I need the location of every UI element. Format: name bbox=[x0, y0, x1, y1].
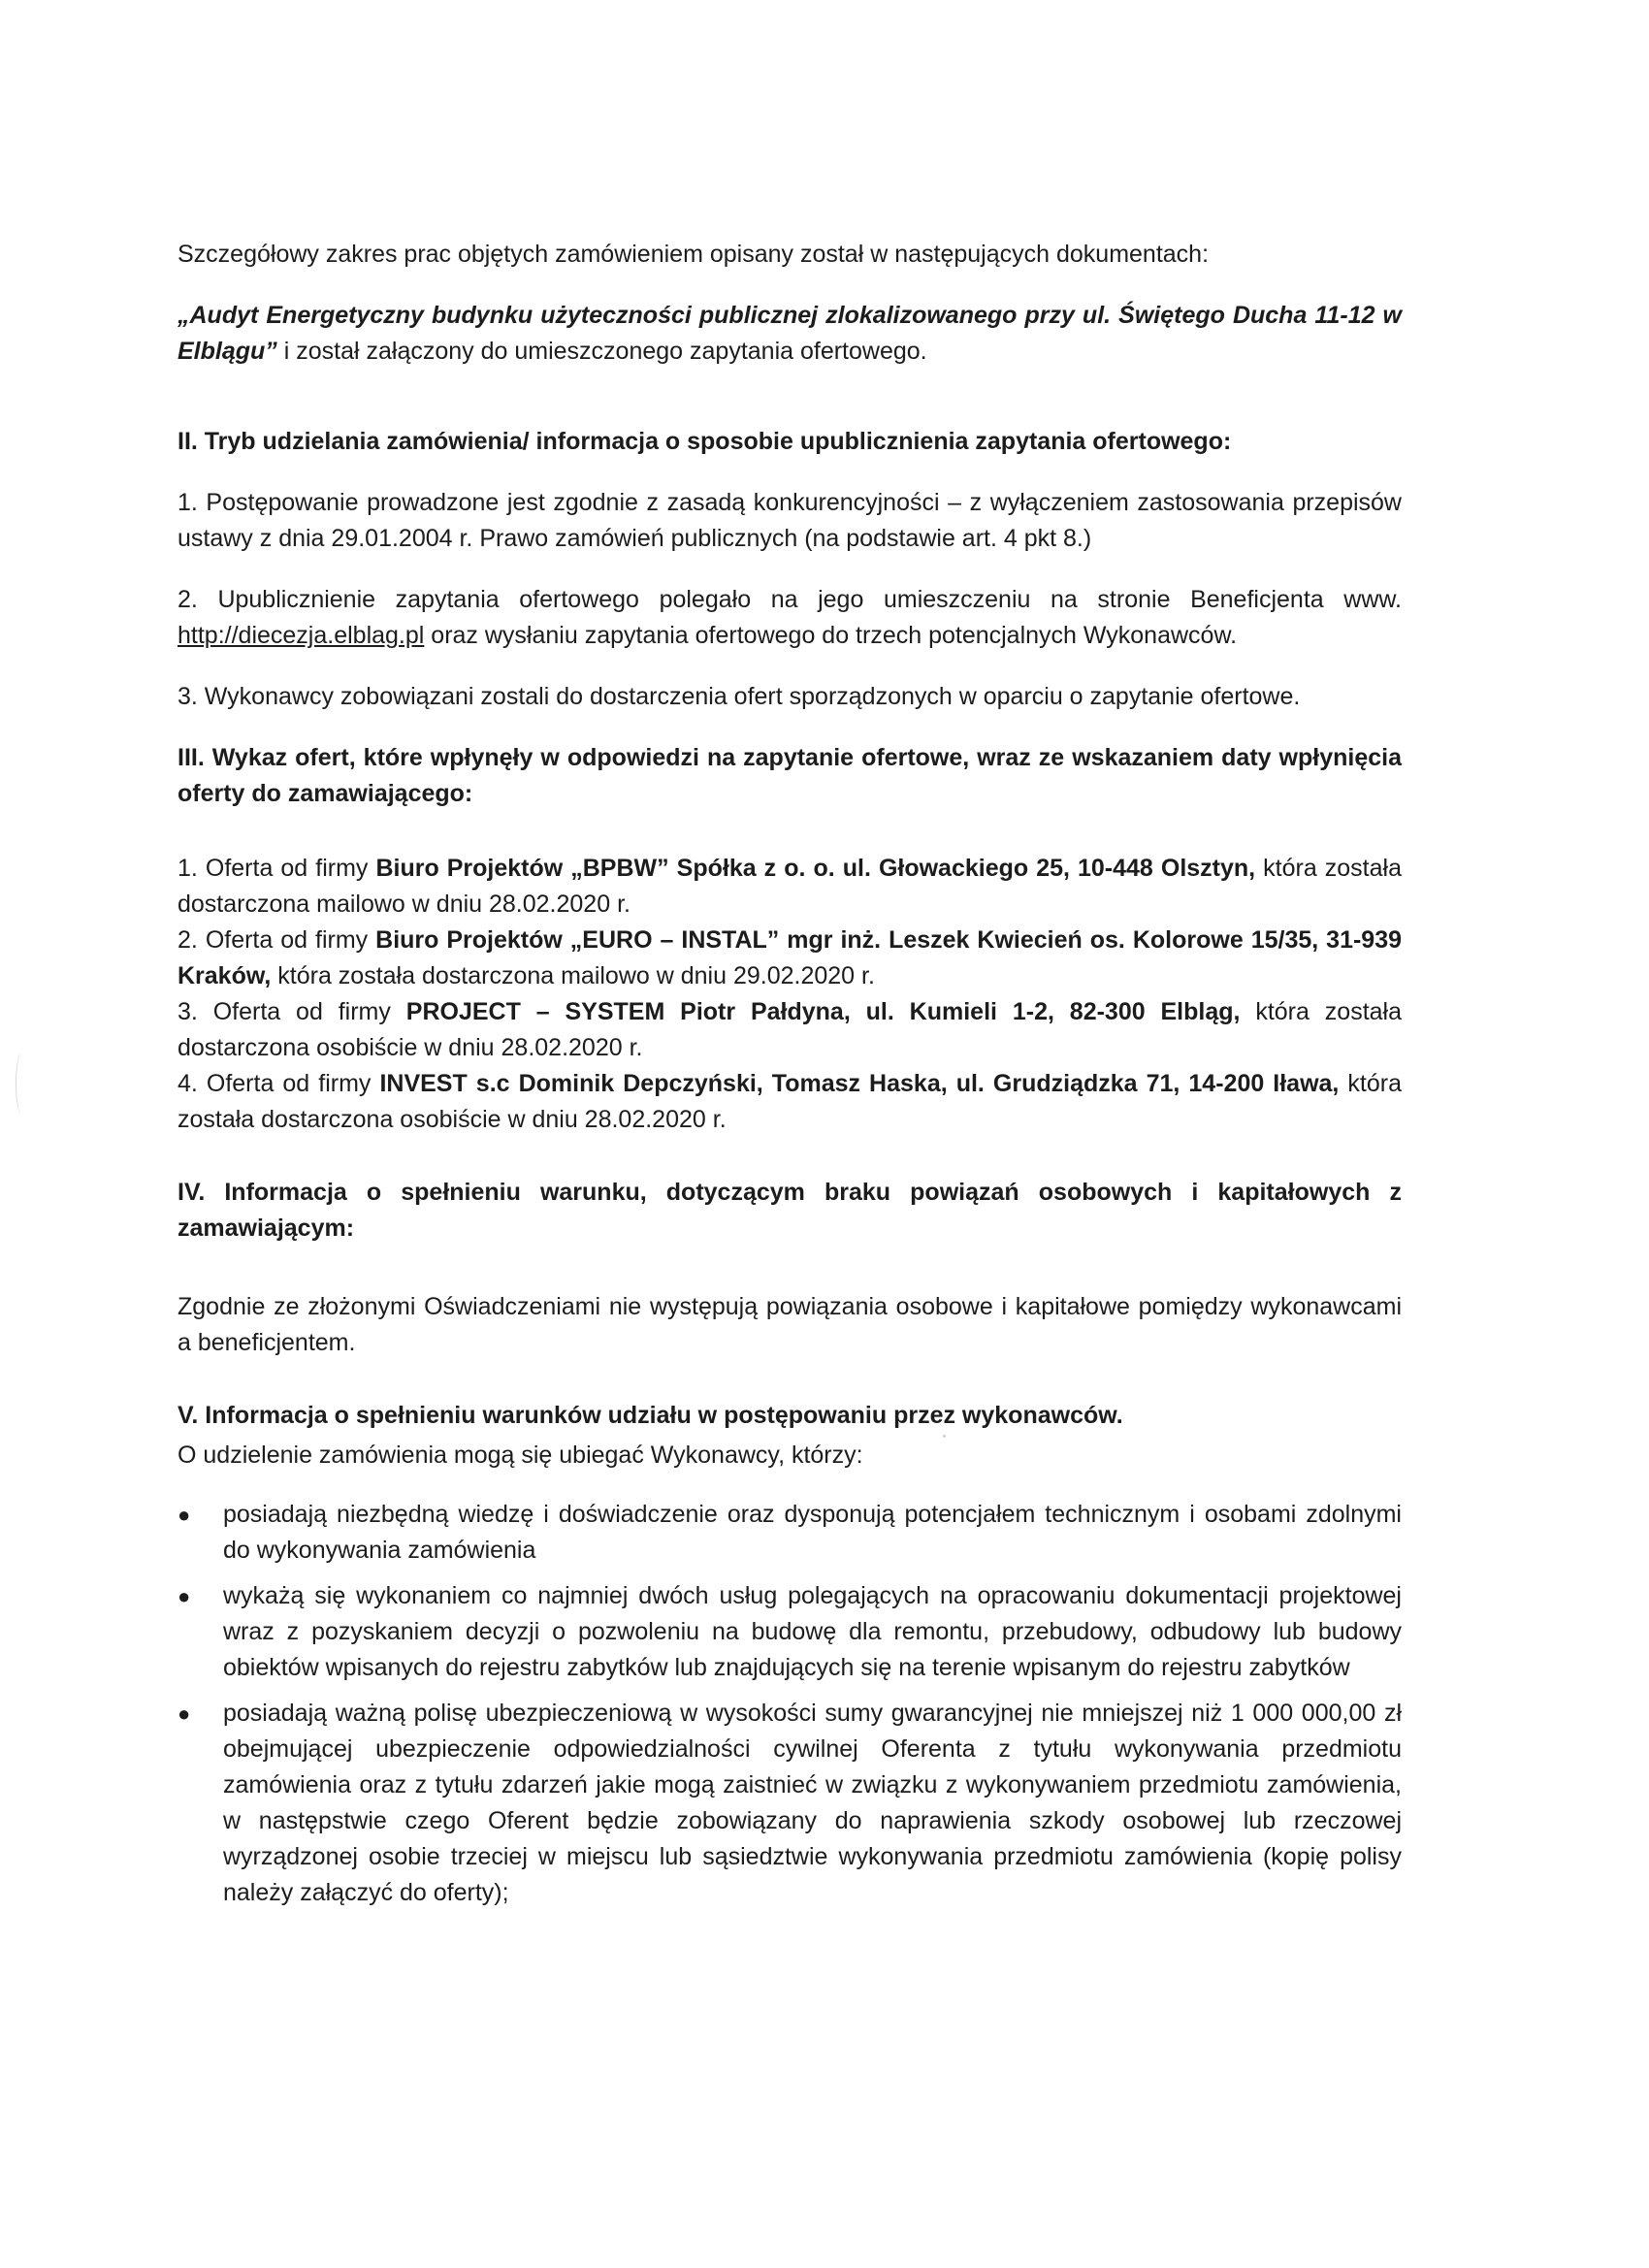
offer-firm: Biuro Projektów „BPBW” Spółka z o. o. ul. Głowackiego 25, 10-448 Olsztyn, bbox=[375, 855, 1256, 882]
section-2-point-2-text-end: oraz wysłaniu zapytania ofertowego do trzech potencjalnych Wykonawców. bbox=[424, 622, 1238, 649]
section-2-point-2 bbox=[178, 582, 1402, 654]
section-3-heading: III. Wykaz ofert, które wpłynęły w odpowiedzi na zapytanie ofertowe, wraz ze wskazaniem daty wpłynięcia oferty do zamawiającego: bbox=[178, 744, 1402, 807]
offer-delivery: która została dostarczona mailowo w dniu 29.02.2020 r. bbox=[271, 962, 875, 989]
section-5-intro: O udzielenie zamówienia mogą się ubiegać Wykonawcy, którzy: bbox=[178, 1442, 863, 1469]
document-body bbox=[178, 237, 1402, 1921]
section-2-point-3: 3. Wykonawcy zobowiązani zostali do dostarczenia ofert sporządzonych w oparciu o zapytanie ofertowe. bbox=[178, 683, 1301, 710]
offer-delivery: która została dostarczona osobiście w dniu 28.02.2020 r. bbox=[178, 1070, 1403, 1133]
offer-firm: PROJECT – SYSTEM Piotr Pałdyna, ul. Kumieli 1-2, 82-300 Elbląg, bbox=[405, 998, 1241, 1025]
offer-prefix: 3. Oferta od firmy bbox=[178, 998, 406, 1025]
offer-prefix: 4. Oferta od firmy bbox=[178, 1070, 380, 1097]
bullet-icon: ● bbox=[178, 1584, 191, 1608]
offer-item-3 bbox=[178, 994, 1402, 1066]
offer-item-1 bbox=[178, 851, 1402, 923]
audit-title: „Audyt Energetyczny budynku użyteczności publicznej zlokalizowanego przy ul. Świętego Ducha 11-12 w Elblągu” bbox=[178, 302, 1402, 365]
section-2-point-2-text: 2. Upublicznienie zapytania ofertowego polegało na jego umieszczeniu na stronie Beneficjenta www. bbox=[178, 586, 1402, 613]
scan-artifact bbox=[16, 1053, 28, 1115]
offers-list bbox=[178, 851, 1402, 1138]
offer-prefix: 2. Oferta od firmy bbox=[178, 926, 376, 954]
section-4-statement: Zgodnie ze złożonymi Oświadczeniami nie występują powiązania osobowe i kapitałowe pomiędzy wykonawcami a beneficjentem. bbox=[178, 1293, 1402, 1356]
section-2-heading: II. Tryb udzielania zamówienia/ informacja o sposobie upublicznienia zapytania ofertowego: bbox=[178, 428, 1232, 455]
condition-text: posiadają niezbędną wiedzę i doświadczenie oraz dysponują potencjałem technicznym i osobami zdolnymi do wykonywania zamówienia bbox=[223, 1501, 1402, 1564]
bullet-icon: ● bbox=[178, 1701, 191, 1726]
bullet-icon: ● bbox=[178, 1503, 191, 1527]
condition-text: posiadają ważną polisę ubezpieczeniową w wysokości sumy gwarancyjnej nie mniejszej niż 1 000 000,00 zł obejmującej ubezpieczenie odpowiedzialności cywilnej Oferenta z tytułu wykonywania przedmiotu zamówienia oraz z tytułu zdarzeń jakie mogą zaistnieć w związku z wykonywaniem przedmiotu zamówienia, w następstwie czego Oferent będzie zobowiązany do naprawienia szkody osobowej lub rzeczowej wyrządzonej osobie trzeciej w miejscu lub sąsiedztwie wykonywania przedmiotu zamówienia (kopię polisy należy załączyć do oferty); bbox=[223, 1700, 1402, 1906]
offer-item-2 bbox=[178, 923, 1402, 994]
audit-document-reference bbox=[178, 298, 1402, 370]
conditions-list bbox=[178, 1497, 1402, 1911]
intro-text: Szczegółowy zakres prac objętych zamówieniem opisany został w następujących dokumentach: bbox=[178, 241, 1210, 268]
offer-prefix: 1. Oferta od firmy bbox=[178, 855, 376, 882]
offer-delivery: która została dostarczona osobiście w dniu 28.02.2020 r. bbox=[178, 998, 1402, 1061]
diecezja-link[interactable]: http://diecezja.elblag.pl bbox=[178, 622, 425, 649]
offer-item-4 bbox=[178, 1066, 1402, 1138]
condition-item-3 bbox=[178, 1696, 1402, 1911]
section-2-point-1: 1. Postępowanie prowadzone jest zgodnie z zasadą konkurencyjności – z wyłączeniem zastosowania przepisów ustawy z dnia 29.01.2004 r. Prawo zamówień publicznych (na podstawie art. 4 pkt 8.) bbox=[178, 489, 1402, 552]
offer-firm: INVEST s.c Dominik Depczyński, Tomasz Haska, ul. Grudziądzka 71, 14-200 Iława, bbox=[379, 1070, 1340, 1097]
condition-text: wykażą się wykonaniem co najmniej dwóch usług polegających na opracowaniu dokumentacji projektowej wraz z pozyskaniem decyzji o pozwoleniu na budowę dla remontu, przebudowy, odbudowy lub budowy obiektów wpisanych do rejestru zabytków lub znajdujących się na terenie wpisanym do rejestru zabytków bbox=[223, 1582, 1402, 1681]
condition-item-1 bbox=[178, 1497, 1402, 1569]
condition-item-2 bbox=[178, 1578, 1402, 1686]
offer-delivery: która została dostarczona mailowo w dniu 28.02.2020 r. bbox=[178, 855, 1402, 918]
audit-title-rest: i został załączony do umieszczonego zapytania ofertowego. bbox=[276, 338, 927, 365]
section-4-heading: IV. Informacja o spełnieniu warunku, dotyczącym braku powiązań osobowych i kapitałowych z zamawiającym: bbox=[178, 1179, 1402, 1242]
section-5-heading: V. Informacja o spełnieniu warunków udziału w postępowaniu przez wykonawców. bbox=[178, 1402, 1123, 1429]
offer-firm: Biuro Projektów „EURO – INSTAL” mgr inż. Leszek Kwiecień os. Kolorowe 15/35, 31-939 Kraków, bbox=[178, 926, 1403, 989]
